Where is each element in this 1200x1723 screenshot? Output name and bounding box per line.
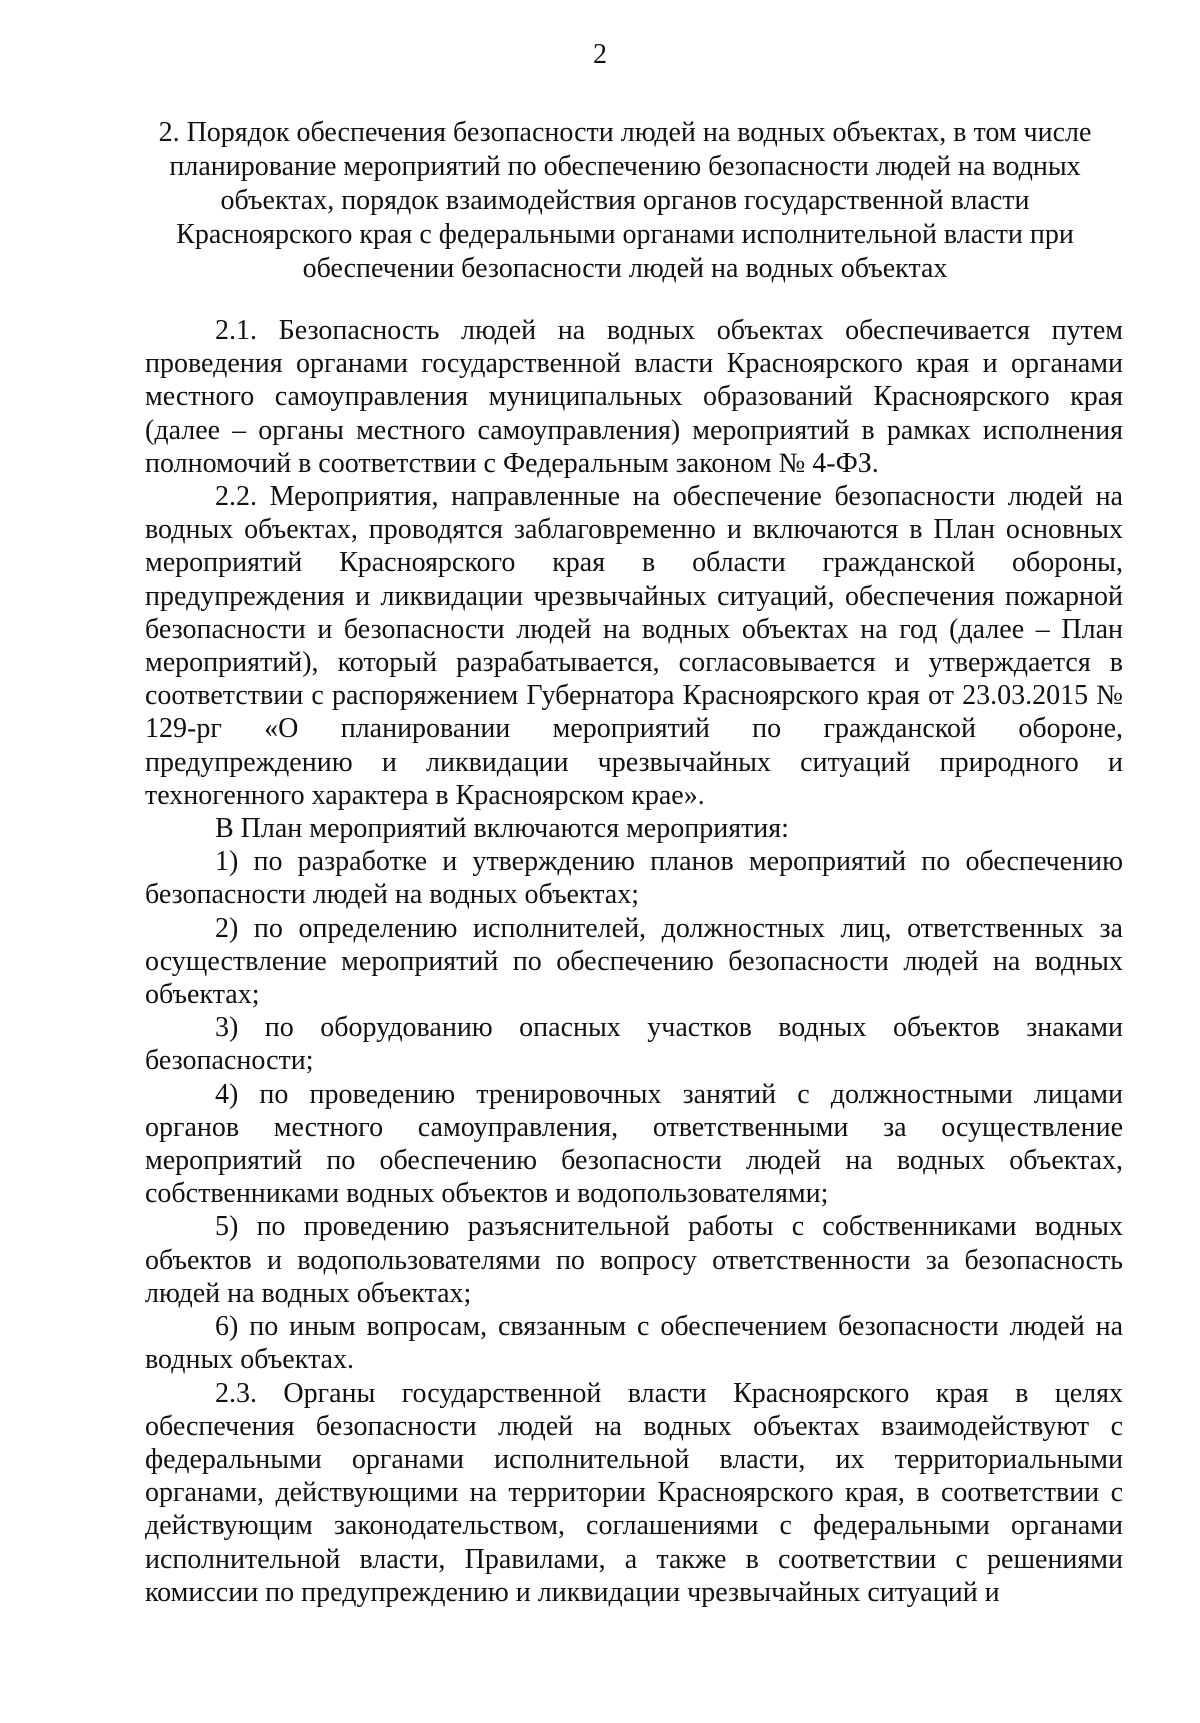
list-item-6: 6) по иным вопросам, связанным с обеспечением безопасности людей на водных объектах. xyxy=(145,1311,1123,1376)
heading-line: 2. Порядок обеспечения безопасности людей на водных объектах, в том числе xyxy=(158,117,1092,148)
list-item-4: 4) по проведению тренировочных занятий с должностными лицами органов местного самоуправления, ответственными за осуществление мероприятий по обеспечению безопасности людей на водных объектах, собственниками водных объектов и водопользователями; xyxy=(145,1078,1123,1210)
heading-line: объектах, порядок взаимодействия органов государственной власти xyxy=(220,185,1030,216)
paragraph-2-1: 2.1. Безопасность людей на водных объектах обеспечивается путем проведения органами государственной власти Красноярского края и органами местного самоуправления муниципальных образований Красноярского края (далее – органы местного самоуправления) мероприятий в рамках исполнения полномочий в соответствии с Федеральным законом № 4-ФЗ. xyxy=(145,315,1123,479)
section-heading xyxy=(130,116,1120,286)
heading-line: обеспечении безопасности людей на водных объектах xyxy=(302,253,948,284)
list-item-2: 2) по определению исполнителей, должностных лиц, ответственных за осуществление мероприятий по обеспечению безопасности людей на водных объектах; xyxy=(145,912,1123,1011)
list-item-5: 5) по проведению разъяснительной работы с собственниками водных объектов и водопользователями по вопросу ответственности за безопасность людей на водных объектах; xyxy=(145,1211,1123,1309)
document-body xyxy=(145,314,1123,1609)
paragraph-2-2: 2.2. Мероприятия, направленные на обеспечение безопасности людей на водных объектах, проводятся заблаговременно и включаются в План основных мероприятий Красноярского края в области гражданской обороны, предупреждения и ликвидации чрезвычайных ситуаций, обеспечения пожарной безопасности и безопасности людей на водных объектах на год (далее – План мероприятий), который разрабатывается, согласовывается и утверждается в соответствии с распоряжением Губернатора Красноярского края от 23.03.2015 № 129-рг «О планировании мероприятий по гражданской обороне, предупреждению и ликвидации чрезвычайных ситуаций природного и техногенного характера в Красноярском крае». xyxy=(145,481,1123,811)
paragraph-plan-intro: В План мероприятий включаются мероприятия: xyxy=(215,813,789,845)
list-item-3: 3) по оборудованию опасных участков водных объектов знаками безопасности; xyxy=(145,1012,1123,1077)
page-number: 2 xyxy=(593,39,607,70)
heading-line: планирование мероприятий по обеспечению безопасности людей на водных xyxy=(169,151,1081,182)
paragraph-2-3: 2.3. Органы государственной власти Красноярского края в целях обеспечения безопасности людей на водных объектах взаимодействуют с федеральными органами исполнительной власти, их территориальными органами, действующими на территории Красноярского края, в соответствии с действующим законодательством, соглашениями с федеральными органами исполнительной власти, Правилами, а также в соответствии с решениями комиссии по предупреждению и ликвидации чрезвычайных ситуаций и xyxy=(145,1377,1123,1608)
heading-line: Красноярского края с федеральными органами исполнительной власти при xyxy=(176,219,1074,250)
list-item-1: 1) по разработке и утверждению планов мероприятий по обеспечению безопасности людей на водных объектах; xyxy=(145,846,1123,911)
